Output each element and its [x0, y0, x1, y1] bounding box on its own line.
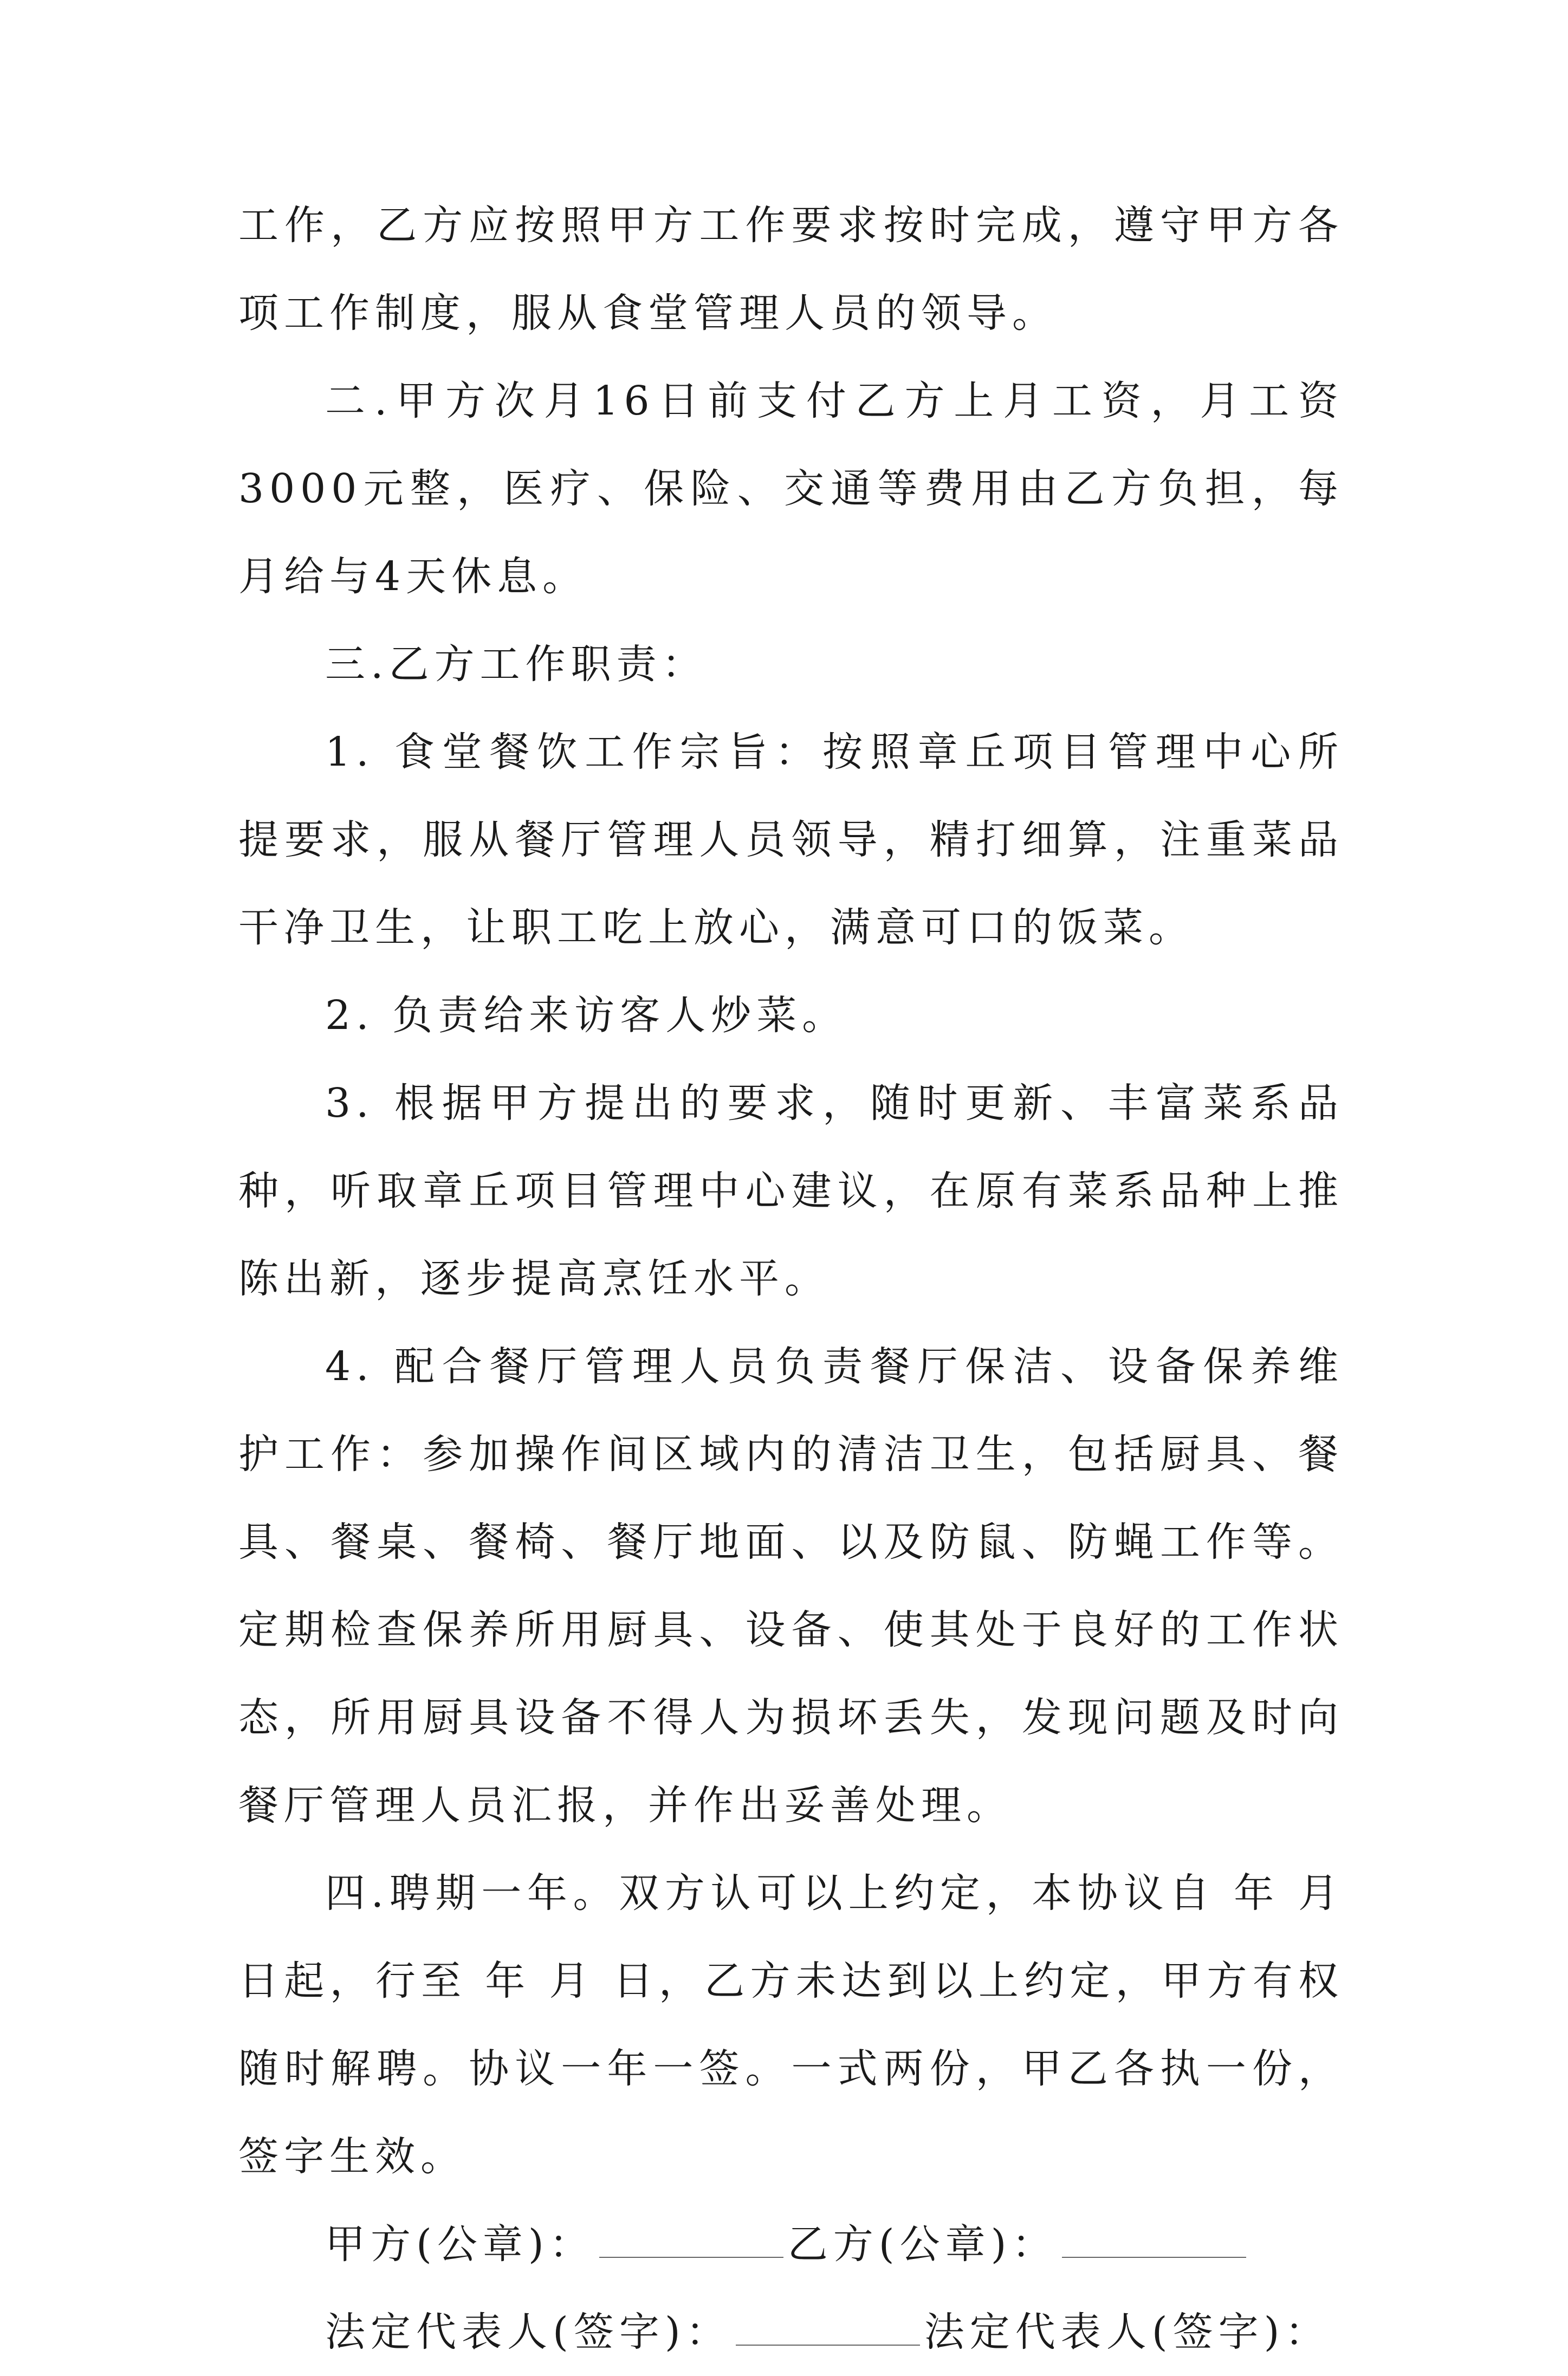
- paragraph-responsibilities-heading: 三.乙方工作职责：: [325, 641, 708, 688]
- party-b-rep-label: 法定代表人(签字)：: [924, 2309, 1331, 2355]
- paragraph-item-3: 3. 根据甲方提出的要求，随时更新、丰富菜系品种，听取章丘项目管理中心建议，在原有菜系品种上推陈出新，逐步提高烹饪水平。: [238, 1080, 1344, 1302]
- party-a-rep-blank: [736, 2312, 920, 2346]
- paragraph-item-2: 2. 负责给来访客人炒菜。: [325, 992, 848, 1039]
- paragraph-item-4: 4. 配合餐厅管理人员负责餐厅保洁、设备保养维护工作：参加操作间区域内的清洁卫生，包括厨具、餐具、餐桌、餐椅、餐厅地面、以及防鼠、防蝇工作等。定期检查保养所用厨具、设备、使其处于良好的工作状态，所用厨具设备不得人为损坏丢失，发现问题及时向餐厅管理人员汇报，并作出妥善处理。: [238, 1343, 1344, 1829]
- paragraph-salary: 二.甲方次月16日前支付乙方上月工资，月工资3000元整，医疗、保险、交通等费用由乙方负担，每月给与4天休息。: [238, 378, 1344, 600]
- party-a-rep-label: 法定代表人(签字)：: [325, 2309, 731, 2355]
- party-a-seal-blank: [599, 2224, 783, 2258]
- seal-signature-line: [238, 2200, 1344, 2288]
- party-b-seal-label: 乙方(公章)：: [787, 2221, 1058, 2268]
- paragraph-term: 四.聘期一年。双方认可以上约定，本协议自 年 月 日起，行至 年 月 日，乙方未达到以上约定，甲方有权随时解聘。协议一年一签。一式两份，甲乙各执一份，签字生效。: [238, 1870, 1344, 2180]
- party-b-seal-blank: [1062, 2224, 1246, 2258]
- contract-body: [238, 182, 1344, 2376]
- representative-signature-line: [238, 2288, 1344, 2376]
- paragraph-item-1: 1. 食堂餐饮工作宗旨：按照章丘项目管理中心所提要求，服从餐厅管理人员领导，精打细算，注重菜品干净卫生，让职工吃上放心，满意可口的饭菜。: [238, 729, 1344, 951]
- paragraph-work-duty: 工作，乙方应按照甲方工作要求按时完成，遵守甲方各项工作制度，服从食堂管理人员的领导。: [238, 202, 1344, 336]
- party-a-seal-label: 甲方(公章)：: [325, 2221, 595, 2268]
